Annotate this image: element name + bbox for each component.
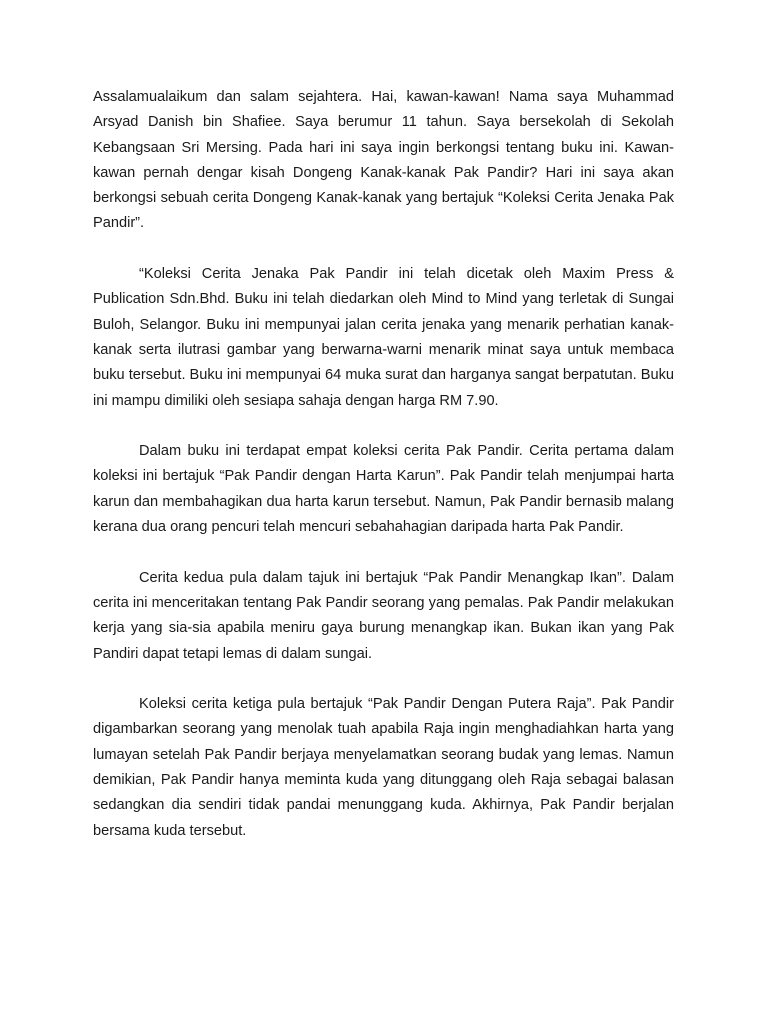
paragraph-introduction: Assalamualaikum dan salam sejahtera. Hai, kawan-kawan! Nama saya Muhammad Arsyad Danish bin Shafiee. Saya berumur 11 tahun. Saya bersekolah di Sekolah Kebangsaan Sri Mersing. Pada hari ini saya ingin berkongsi tentang buku ini. Kawan-kawan pernah dengar kisah Dongeng Kanak-kanak Pak Pandir? Hari ini saya akan berkongsi sebuah cerita Dongeng Kanak-kanak yang bertajuk “Koleksi Cerita Jenaka Pak Pandir”.: [93, 89, 674, 232]
document-page: [93, 85, 674, 869]
paragraph-first-story: Dalam buku ini terdapat empat koleksi cerita Pak Pandir. Cerita pertama dalam koleksi ini bertajuk “Pak Pandir dengan Harta Karun”. Pak Pandir telah menjumpai harta karun dan membahagikan dua harta karun tersebut. Namun, Pak Pandir bernasib malang kerana dua orang pencuri telah mencuri sebahahagian daripada harta Pak Pandir.: [93, 443, 674, 536]
paragraph-third-story: Koleksi cerita ketiga pula bertajuk “Pak Pandir Dengan Putera Raja”. Pak Pandir digambarkan seorang yang menolak tuah apabila Raja ingin menghadiahkan harta yang lumayan setelah Pak Pandir berjaya menyelamatkan seorang budak yang lemas. Namun demikian, Pak Pandir hanya meminta kuda yang ditunggang oleh Raja sebagai balasan sedangkan dia sendiri tidak pandai menunggang kuda. Akhirnya, Pak Pandir berjalan bersama kuda tersebut.: [93, 696, 674, 839]
paragraph-publication-details: “Koleksi Cerita Jenaka Pak Pandir ini telah dicetak oleh Maxim Press & Publication Sdn.Bhd. Buku ini telah diedarkan oleh Mind to Mind yang terletak di Sungai Buloh, Selangor. Buku ini mempunyai jalan cerita jenaka yang menarik perhatian kanak-kanak serta ilutrasi gambar yang berwarna-warni menarik minat saya untuk membaca buku tersebut. Buku ini mempunyai 64 muka surat dan harganya sangat berpatutan. Buku ini mampu dimiliki oleh sesiapa sahaja dengan harga RM 7.90.: [93, 266, 674, 409]
paragraph-second-story: Cerita kedua pula dalam tajuk ini bertajuk “Pak Pandir Menangkap Ikan”. Dalam cerita ini menceritakan tentang Pak Pandir seorang yang pemalas. Pak Pandir melakukan kerja yang sia-sia apabila meniru gaya burung menangkap ikan. Bukan ikan yang Pak Pandiri dapat tetapi lemas di dalam sungai.: [93, 569, 674, 662]
